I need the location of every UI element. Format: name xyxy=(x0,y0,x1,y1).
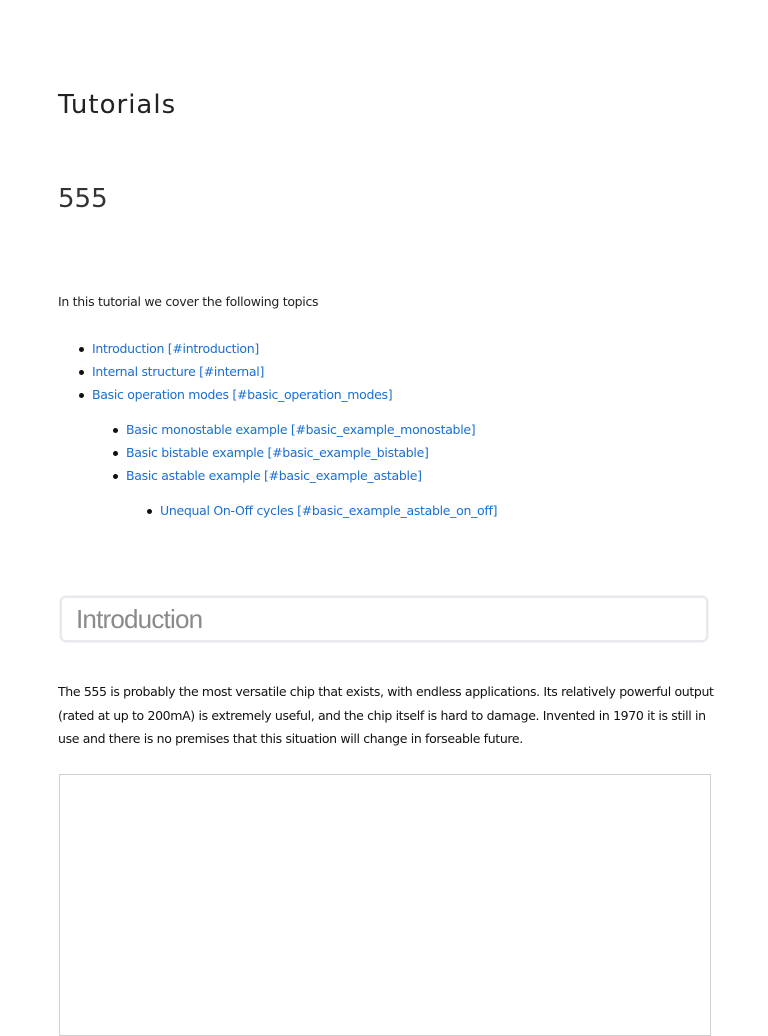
bullet-icon xyxy=(147,509,152,514)
toc-item-monostable xyxy=(126,422,475,437)
bullet-icon xyxy=(113,428,118,433)
toc-item-unequal-on-off xyxy=(160,503,497,518)
toc-item-basic-operation-modes xyxy=(92,387,392,402)
toc-item-internal xyxy=(92,364,264,379)
bullet-icon xyxy=(113,474,118,479)
toc-link-basic-operation-modes[interactable]: Basic operation modes [#basic_operation_modes] xyxy=(92,387,393,402)
introduction-heading-box xyxy=(60,596,708,642)
bullet-icon xyxy=(113,451,118,456)
toc-link-introduction[interactable]: Introduction [#introduction] xyxy=(92,341,259,356)
bullet-icon xyxy=(79,393,84,398)
toc-link-bistable[interactable]: Basic bistable example [#basic_example_bistable] xyxy=(126,445,429,460)
toc-link-monostable[interactable]: Basic monostable example [#basic_example_monostable] xyxy=(126,422,476,437)
toc-link-internal[interactable]: Internal structure [#internal] xyxy=(92,364,265,379)
introduction-heading: Introduction xyxy=(76,604,203,634)
introduction-paragraph: The 555 is probably the most versatile chip that exists, with endless applications. Its relatively powerful output (rated at up to 200mA) is extremely useful, and the chip itself is hard to damage. Invented in 1970 it is still in use and there is no premises that this situation will change in forseable future. xyxy=(58,684,714,746)
toc-link-astable[interactable]: Basic astable example [#basic_example_astable] xyxy=(126,468,422,483)
section-title: Tutorials xyxy=(58,90,177,120)
intro-line: In this tutorial we cover the following topics xyxy=(58,294,319,309)
bullet-icon xyxy=(79,347,84,352)
toc-item-bistable xyxy=(126,445,429,460)
toc-link-unequal-on-off[interactable]: Unequal On-Off cycles [#basic_example_astable_on_off] xyxy=(160,503,498,518)
page-title: 555 xyxy=(58,184,108,214)
toc-item-introduction xyxy=(92,341,259,356)
toc-item-astable xyxy=(126,468,422,483)
bullet-icon xyxy=(79,370,84,375)
figure-frame xyxy=(59,774,711,1036)
